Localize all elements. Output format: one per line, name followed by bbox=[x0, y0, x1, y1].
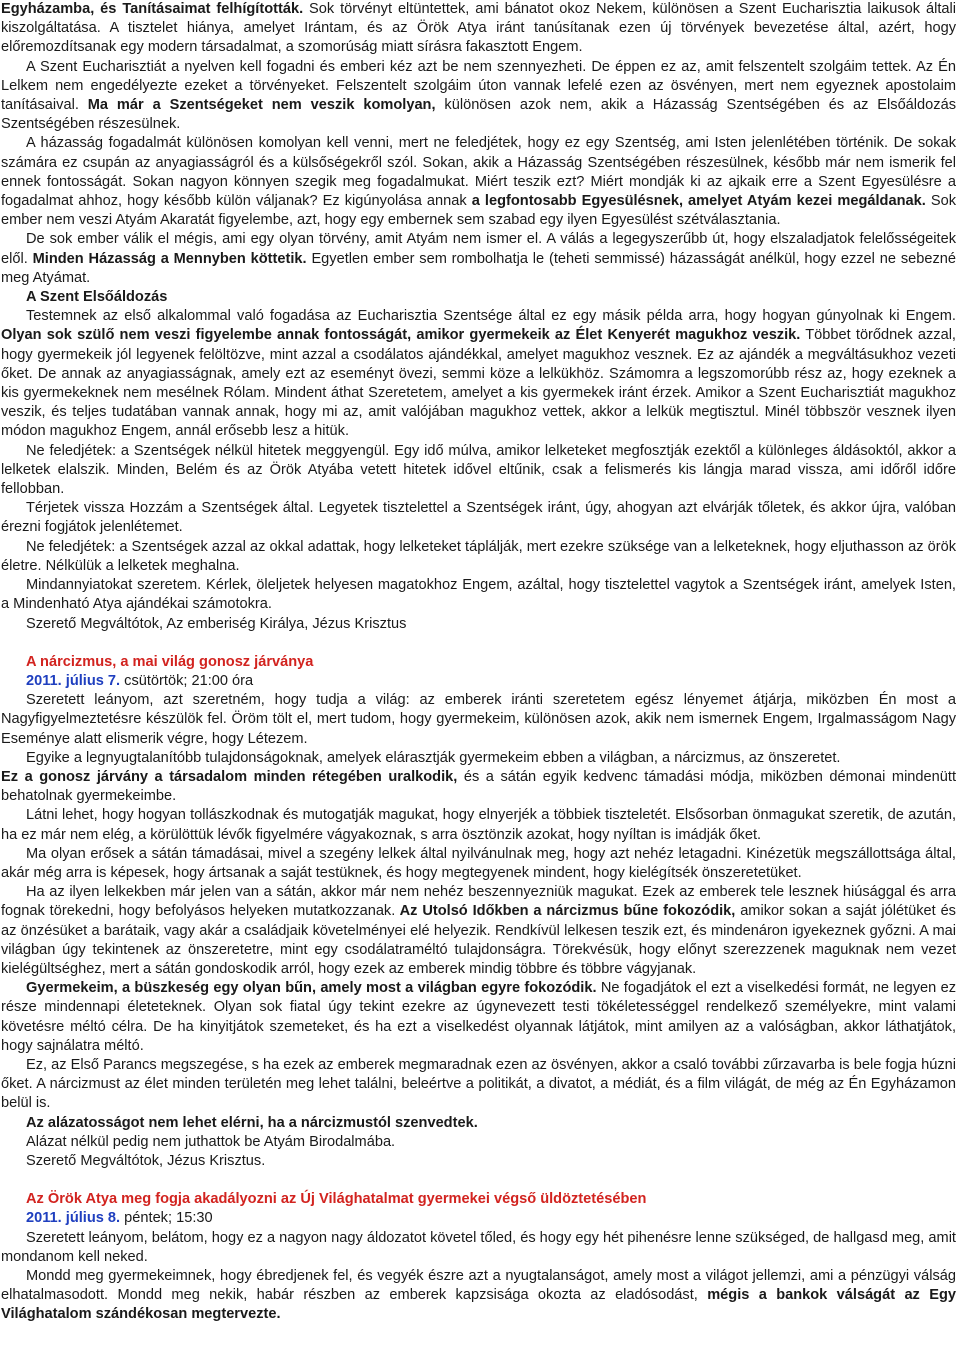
intro-p4-bold: Minden Házasság a Mennyben köttetik. bbox=[27, 250, 307, 267]
section1-time: csütörtök; 21:00 óra bbox=[120, 672, 254, 689]
section1-p2-text-cont: és a sátán egyik kedvenc támadási módja, miközben démonai mindenütt behatolnak gyermekeimbe. bbox=[1, 768, 957, 805]
intro-p5-text-cont: Többet törődnek azzal, hogy gyermekeik jól legyenek felöltözve, mint azzal a csodálatos ajándékkal, amelyet magukhoz vesznek. Ez az ajándék a megváltásukhoz vezeti őket. De annak az anyagiasságnak, amely ezt az eseményt övezi, semmi köze a lelkükhöz. Számomra a legszomorúbb rész az, hogy ezeknek a kis gyermekeknek nem mesélnek Rólam. Mindent áthat Szeretetem, amelyet a kis gyermekek iránt érzek. Amikor a Szent Eucharisztiát magukhoz veszik, és teljes tudatában vannak annak, hogy mi az, amit valójában magukhoz vettek, akkor a lelkük megtisztul. Minél többször vesznek ilyen módon magukhoz Engem, annál erősebb lesz a hitük. bbox=[1, 327, 956, 440]
intro-p2-bold: Ma már a Szentségeket nem veszik komolyan, bbox=[78, 97, 436, 114]
section1-p2-text: Egyike a legnyugtalanítóbb tulajdonságoknak, amelyek elárasztják gyermekeim ebben a világban, a nárcizmus, az önszeretet. bbox=[26, 749, 841, 766]
section2-time: péntek; 15:30 bbox=[120, 1210, 213, 1227]
section2-title-text: Az Örök Atya meg fogja akadályozni az Új Világhatalmat gyermekei végső üldöztetésében bbox=[26, 1191, 647, 1208]
intro-paragraph-4 bbox=[1, 230, 956, 288]
section1-paragraph-1: Szeretett leányom, azt szeretném, hogy tudja a világ: az emberek iránti szeretetem egész lényemet átjárja, miközben Én most a Nagyfigyelmeztetésre készülök fel. Öröm tölt el, mert tudom, hogy gyermekeim, különösen azok, akik nem ismernek Engem, Irgalmasságom Nagy Eseménye alatt elismerik végre, hogy Létezem. bbox=[1, 692, 956, 747]
intro-signature: Szerető Megváltótok, Az emberiség Királya, Jézus Krisztus bbox=[26, 615, 407, 632]
intro-paragraph-9: Mindannyiatokat szeretem. Kérlek, öleljetek helyesen magatokhoz Engem, azáltal, hogy tisztelettel vagytok a Szentségek iránt, amelyek Isten, a Mindenható Atya ajándékai számotokra. bbox=[1, 577, 956, 613]
intro-paragraph-7: Térjetek vissza Hozzám a Szentségek által. Legyetek tisztelettel a Szentségek iránt, úgy, ahogyan azt elvárják tőletek, és akkor újra, valóban érezni fogjátok jelenlétemet. bbox=[1, 500, 956, 536]
section1-paragraph-6 bbox=[1, 979, 956, 1056]
section-spacer bbox=[1, 634, 956, 653]
intro-p2-text-cont: különösen azok nem, akik a Házasság Szentségében és az Elsőáldozás Szentségében részesülnek. bbox=[1, 97, 956, 133]
section1-paragraph-7: Ez, az Első Parancs megszegése, s ha ezek az emberek megmaradnak ezen az ösvényen, akkor a csaló további zűrzavarba is bele fogja húzni őket. A nárcizmust az élet minden területén meg lehet találni, beleértve a politikát, a divatot, a médiát, és a film világát, de még az Én Egyházamon belül is. bbox=[1, 1056, 956, 1112]
section2-p2-bold: mégis a bankok válságát az Egy Világhatalom szándékosan megtervezte. bbox=[1, 1287, 956, 1323]
intro-paragraph-8: Ne feledjétek: a Szentségek azzal az okkal adattak, hogy lelketeket táplálják, mert ezekre szüksége van a lelketeknek, hogy eljuthasson az örök életre. Nélkülük a lelketek meghalna. bbox=[1, 538, 956, 574]
section2-p2-text: Mondd meg gyermekeimnek, hogy ébredjenek fel, és vegyék észre azt a nyugtalanságot, amely most a világot jellemzi, ami a pénzügyi válság elhatalmasodott. Mondd meg nekik, habár részben az emberek kapzsisága okozta az eladósodást, bbox=[1, 1268, 956, 1304]
intro-paragraph-5 bbox=[1, 307, 956, 441]
section1-date: 2011. július 7. bbox=[26, 672, 121, 689]
intro-p1-bold: Egyházamba, és Tanításaimat felhígították. bbox=[1, 1, 304, 17]
section1-p2-bold: Ez a gonosz járvány a társadalom minden rétegében uralkodik, bbox=[1, 768, 458, 785]
section1-paragraph-9: Alázat nélkül pedig nem juthattok be Atyám Birodalmába. bbox=[26, 1133, 396, 1150]
first-communion-heading bbox=[1, 288, 956, 307]
section1-paragraph-4: Ma olyan erősek a sátán támadásai, mivel a szegény lelkek által nyilvánulnak meg, hogy azt nehéz letagadni. Kinézetük megszállottsága által, akár még arra is képesek, hogy ártsanak a saját testüknek, és hogy megtegyenek mindent, hogy kielégítsék önszeretetüket. bbox=[1, 845, 956, 881]
section1-title bbox=[26, 653, 956, 672]
intro-p2-text: A Szent Eucharisztiát a nyelven kell fogadni és emberi kéz azt be nem szennyezheti. De éppen ez az, amit felszentelt szolgáim tettek. Az Én Lelkem nem engedélyezte ezeket a törvényeket. Felszentelt szolgáim úton vannak lefelé ezen az ösvényen, mert nem egyeznek apostolaim tanításaival. bbox=[1, 58, 956, 114]
section1-p6-text-cont: Ne fogadjátok el ezt a viselkedési formát, ne legyen ez része mindennapi életeteknek. Olyan sok fiatal úgy tekint ezekre az úgynevezett testi tökéletességgel rendelkező személyekre, mint valami követésre méltó célra. De ha kinyitjátok szemeteket, és ha ezt a viselkedést olyannak látjátok, mint amilyen az a valóságban, akkor láthatjátok, hogy sajnálatra méltó. bbox=[1, 980, 956, 1054]
section2-title bbox=[26, 1190, 956, 1209]
section2-date: 2011. július 8. bbox=[26, 1210, 121, 1227]
section1-dateline bbox=[26, 672, 956, 691]
section1-paragraph-3: Látni lehet, hogy hogyan tollászkodnak és mutogatják magukat, hogy elnyerjék a többiek tiszteletét. Elsősorban önmagukat szeretik, de azután, ha ez már nem elég, a körülöttük lévők figyelmére vágyakoznak, s arra ösztönzik azokat, hogy nyíltan is imádják őket. bbox=[1, 807, 956, 843]
section2-paragraph-1: Szeretett leányom, belátom, hogy ez a nagyon nagy áldozatot követel tőled, és hogy egy hét pihenésre lenne szükséged, de hallgasd meg, amit mondanom kell neked. bbox=[1, 1229, 956, 1265]
section1-paragraph-5 bbox=[1, 883, 956, 979]
section1-p5-text: Ha az ilyen lelkekben már jelen van a sátán, akkor már nem nehéz beszennyezniük magukat. Ezek az emberek tele lesznek hiúsággal és arra fognak törekedni, hogy befolyásos helyeken mutatkozzanak. bbox=[1, 884, 956, 920]
intro-p3-text-cont: Sok ember nem veszi Atyám Akaratát figyelembe, azt, hogy egy embernek sem szabad egy ilyen Egyesülést szétválasztania. bbox=[1, 193, 957, 229]
intro-p3-bold: a legfontosabb Egyesülésnek, amelyet Atyám kezei megáldanak. bbox=[466, 193, 926, 210]
section1-p8-bold: Az alázatosságot nem lehet elérni, ha a nárcizmustól szenvedtek. bbox=[26, 1114, 478, 1131]
intro-paragraph-1 bbox=[1, 0, 956, 58]
section1-paragraph-8 bbox=[1, 1114, 956, 1133]
intro-p4-text: De sok ember válik el mégis, ami egy olyan törvény, amit Atyám nem ismer el. A válás a legegyszerűbb út, hogy elszaladjatok felelősségeitek elől. bbox=[1, 231, 956, 267]
intro-p4-text-cont: Egyetlen ember sem rombolhatja le (teheti semmissé) házasságát anélkül, hogy ezzel ne sebezné meg Atyámat. bbox=[1, 250, 956, 286]
section-spacer bbox=[1, 1171, 956, 1190]
intro-p3-text: A házasság fogadalmát különösen komolyan kell venni, mert ne feledjétek, hogy ez egy Szentség, ami Isten jelenlétében történik. De sokak számára ez csupán az anyagiasságról és a külsőségekről szól. Sokan, akik a Házasság Szentségében részesülnek, később már nem ismerik fel ennek fontosságát. Sokan nagyon könnyen szegik meg fogadalmukat. Miért teszik ezt? Miért mondják ki az ajkaik erre a Szent Egyesülésre a fogadalmat ahhoz, hogy később külön váljanak? Ez kigúnyolása annak bbox=[1, 135, 956, 210]
first-communion-heading-text: A Szent Elsőáldozás bbox=[26, 289, 168, 306]
intro-paragraph-6: Ne feledjétek: a Szentségek nélkül hitetek meggyengül. Egy idő múlva, amikor lelketeket megfosztják ezektől a különleges áldásoktól, akkor a lelketek elalszik. Minden, Belém és az Örök Atyába vetett hitetek idővel eltűnik, csak a felismerés kis lángja marad vissza, ami időről időre fellobban. bbox=[1, 442, 956, 498]
section1-paragraph-2 bbox=[1, 749, 956, 768]
section1-signature: Szerető Megváltótok, Jézus Krisztus. bbox=[26, 1152, 266, 1169]
section1-p6-bold: Gyermekeim, a büszkeség egy olyan bűn, amely most a világban egyre fokozódik. bbox=[26, 980, 597, 997]
intro-paragraph-2 bbox=[1, 58, 956, 135]
section1-p5-text-cont: amikor sokan a saját jólétüket és az önzésüket a barátaik, vagy akár a családjaik követelményei elé helyezik. Rendkívül lelkesen teszik ezt, és mindenáron igyekeznek győzni. A mai világban úgy tekintenek az önszeretetre, mint egy csodálatraméltó tulajdonságra. Törekvésük, hogy előnyt szerezzenek maguknak nem vezet kielégültséghez, mert a sátán gondoskodik arról, hogy ezek az emberek mindig többre és többre vágyjanak. bbox=[1, 903, 956, 977]
section1-paragraph-2b bbox=[1, 768, 956, 806]
section1-title-text: A nárcizmus, a mai világ gonosz járványa bbox=[26, 653, 314, 670]
section1-p5-bold: Az Utolsó Időkben a nárcizmus bűne fokozódik, bbox=[395, 903, 736, 920]
intro-p5-bold: Olyan sok szülő nem veszi figyelembe annak fontosságát, amikor gyermekeik az Élet Kenyerét magukhoz veszik. bbox=[1, 327, 801, 344]
intro-p5-text: Testemnek az első alkalommal való fogadása az Eucharisztia Szentsége által ez egy másik példa arra, hogy hogyan gúnyolnak ki Engem. bbox=[26, 308, 956, 325]
section2-dateline bbox=[26, 1209, 956, 1228]
intro-p1-text: Sok törvényt eltüntettek, ami bánatot okoz Nekem, különösen a Szent Eucharisztia laikusok általi kiszolgáltatása. A tisztelet hiánya, amelyet Irántam, és az Örök Atya iránt tanúsítanak ezen új törvények bevezetése által, azért, hogy előremozdítsanak egy modern társadalmat, a szomorúság miatt sírásra fakasztott Engem. bbox=[1, 1, 956, 56]
section2-paragraph-2 bbox=[1, 1267, 956, 1325]
intro-paragraph-3 bbox=[1, 134, 956, 230]
